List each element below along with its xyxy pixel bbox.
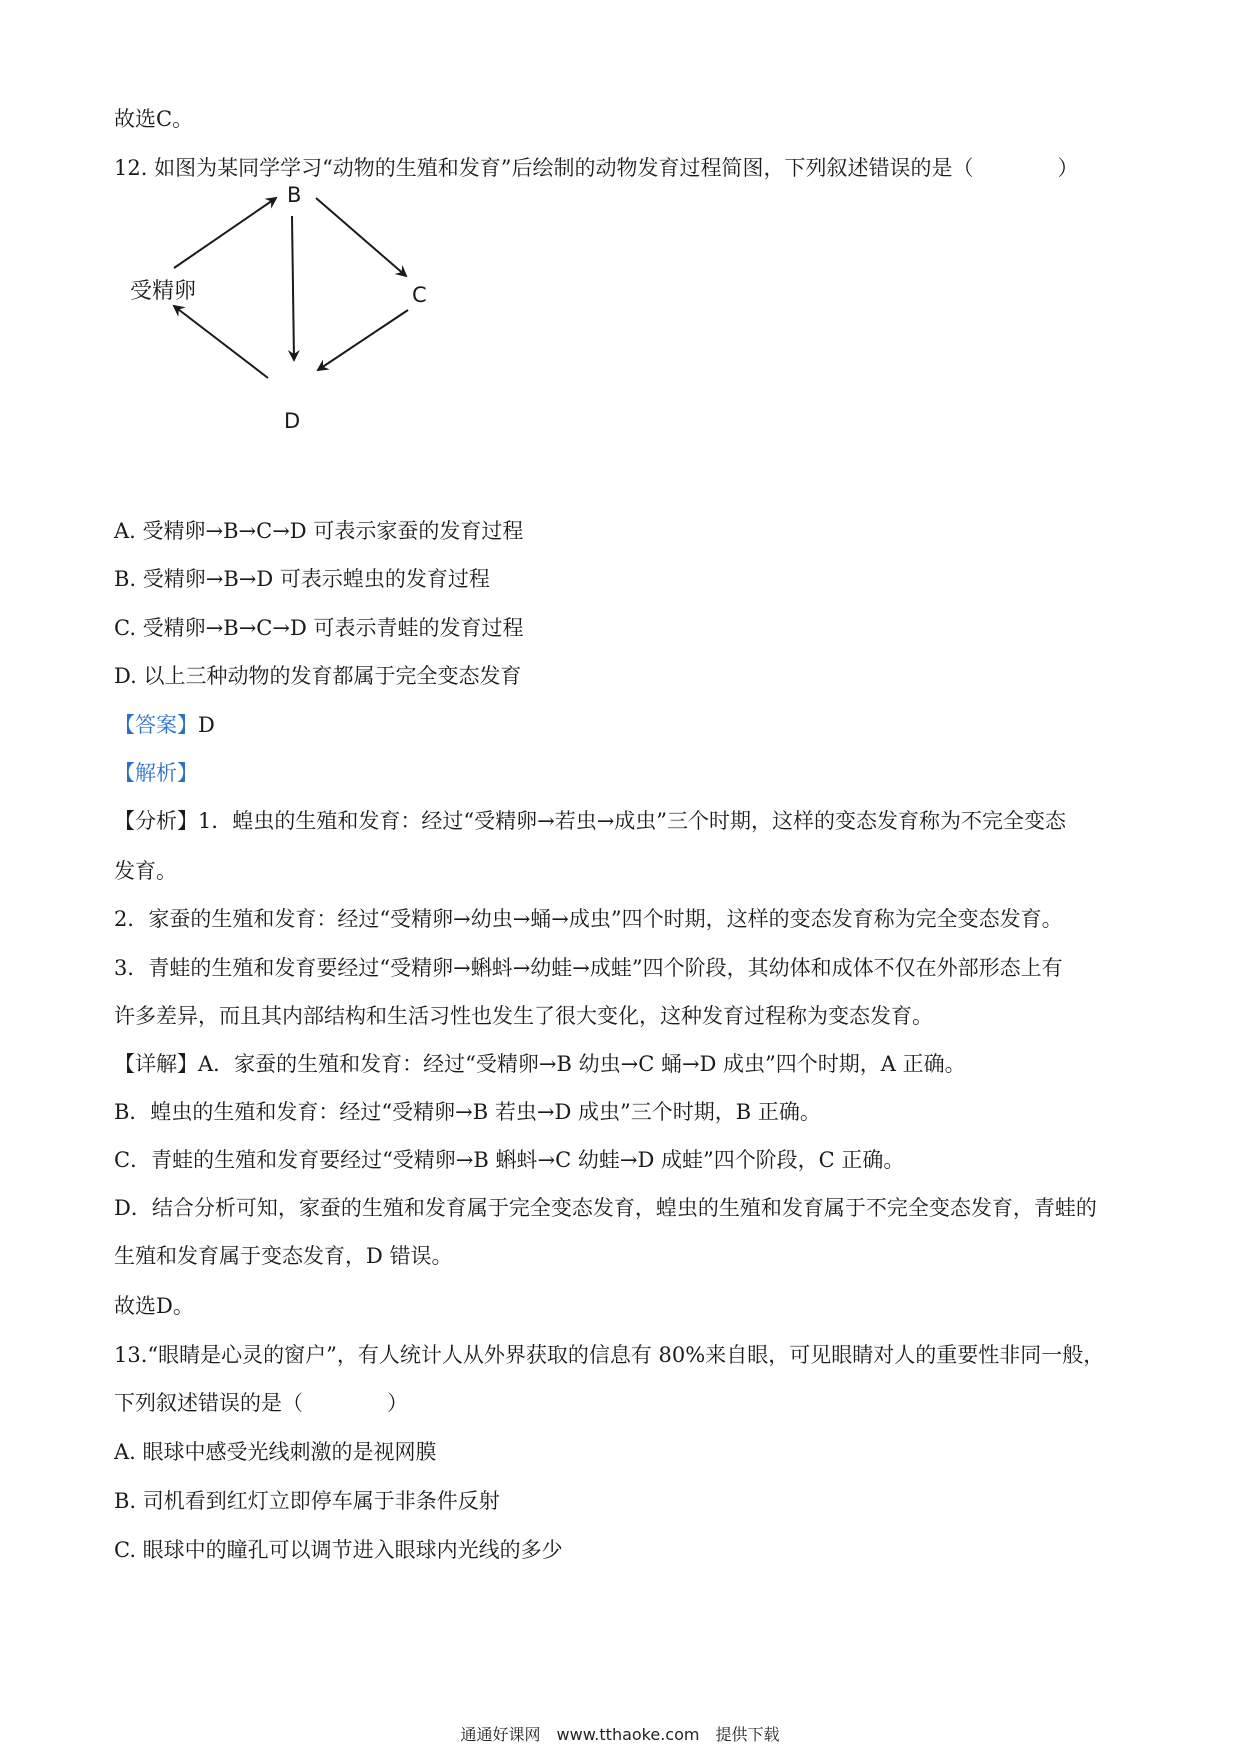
detail-line-d1: D．结合分析可知，家蚕的生殖和发育属于完全变态发育，蝗虫的生殖和发育属于不完全变态发育，青蛙的 xyxy=(114,1196,1097,1220)
detail-line-d2: 生殖和发育属于变态发育，D 错误。 xyxy=(114,1244,453,1268)
choose-d-line: 故选D。 xyxy=(114,1294,194,1318)
q13-option-a: A. 眼球中感受光线刺激的是视网膜 xyxy=(114,1440,437,1464)
analysis-tag: 【解析】 xyxy=(114,761,198,785)
analysis-line-2: 发育。 xyxy=(114,859,177,883)
q13-stem-1: 13.“眼睛是心灵的窗户”，有人统计人从外界获取的信息有 80%来自眼，可见眼睛对人的重要性非同一般， xyxy=(114,1343,1105,1367)
arrow-d-to-egg xyxy=(174,306,268,378)
arrow-egg-to-b xyxy=(174,198,276,268)
detail-line-b: B．蝗虫的生殖和发育：经过“受精卵→B 若虫→D 成虫”三个时期，B 正确。 xyxy=(114,1100,821,1124)
detail-line-a: 【详解】A．家蚕的生殖和发育：经过“受精卵→B 幼虫→C 蛹→D 成虫”四个时期，A 正确。 xyxy=(114,1052,966,1076)
analysis-line-5: 许多差异，而且其内部结构和生活习性也发生了很大变化，这种发育过程称为变态发育。 xyxy=(114,1004,933,1028)
label-d: D xyxy=(284,409,301,433)
label-egg: 受精卵 xyxy=(130,279,197,304)
choose-c-line: 故选C。 xyxy=(114,107,194,131)
answer-value: D xyxy=(198,713,215,737)
detail-line-c: C．青蛙的生殖和发育要经过“受精卵→B 蝌蚪→C 幼蛙→D 成蛙”四个阶段，C 正确。 xyxy=(114,1148,905,1172)
arrow-b-to-d xyxy=(292,216,294,360)
analysis-line-1: 【分析】1．蝗虫的生殖和发育：经过“受精卵→若虫→成虫”三个时期，这样的变态发育称为不完全变态 xyxy=(114,809,1067,833)
q12-option-b: B. 受精卵→B→D 可表示蝗虫的发育过程 xyxy=(114,567,490,591)
arrow-c-to-d xyxy=(318,310,408,370)
q13-option-b: B. 司机看到红灯立即停车属于非条件反射 xyxy=(114,1489,500,1513)
development-diagram xyxy=(130,183,500,436)
q12-option-c: C. 受精卵→B→C→D 可表示青蛙的发育过程 xyxy=(114,616,524,640)
analysis-line-4: 3．青蛙的生殖和发育要经过“受精卵→蝌蚪→幼蛙→成蛙”四个阶段，其幼体和成体不仅在外部形态上有 xyxy=(114,956,1063,980)
label-b: B xyxy=(287,183,302,207)
q12-answer xyxy=(114,710,215,740)
analysis-line-3: 2．家蚕的生殖和发育：经过“受精卵→幼虫→蛹→成虫”四个时期，这样的变态发育称为完全变态发育。 xyxy=(114,907,1063,931)
q12-option-a: A. 受精卵→B→C→D 可表示家蚕的发育过程 xyxy=(114,519,524,543)
q12-option-d: D. 以上三种动物的发育都属于完全变态发育 xyxy=(114,664,522,688)
q12-stem: 12. 如图为某同学学习“动物的生殖和发育”后绘制的动物发育过程简图，下列叙述错误的是（ ） xyxy=(114,156,1079,180)
q13-stem-2: 下列叙述错误的是（ ） xyxy=(114,1391,408,1415)
development-diagram-svg xyxy=(130,183,500,436)
label-c: C xyxy=(412,283,427,307)
answer-tag: 【答案】 xyxy=(114,713,198,737)
footer-credit: 通通好课网 www.tthaoke.com 提供下载 xyxy=(460,1725,780,1744)
arrow-b-to-c xyxy=(316,198,406,276)
q13-option-c: C. 眼球中的瞳孔可以调节进入眼球内光线的多少 xyxy=(114,1538,563,1562)
